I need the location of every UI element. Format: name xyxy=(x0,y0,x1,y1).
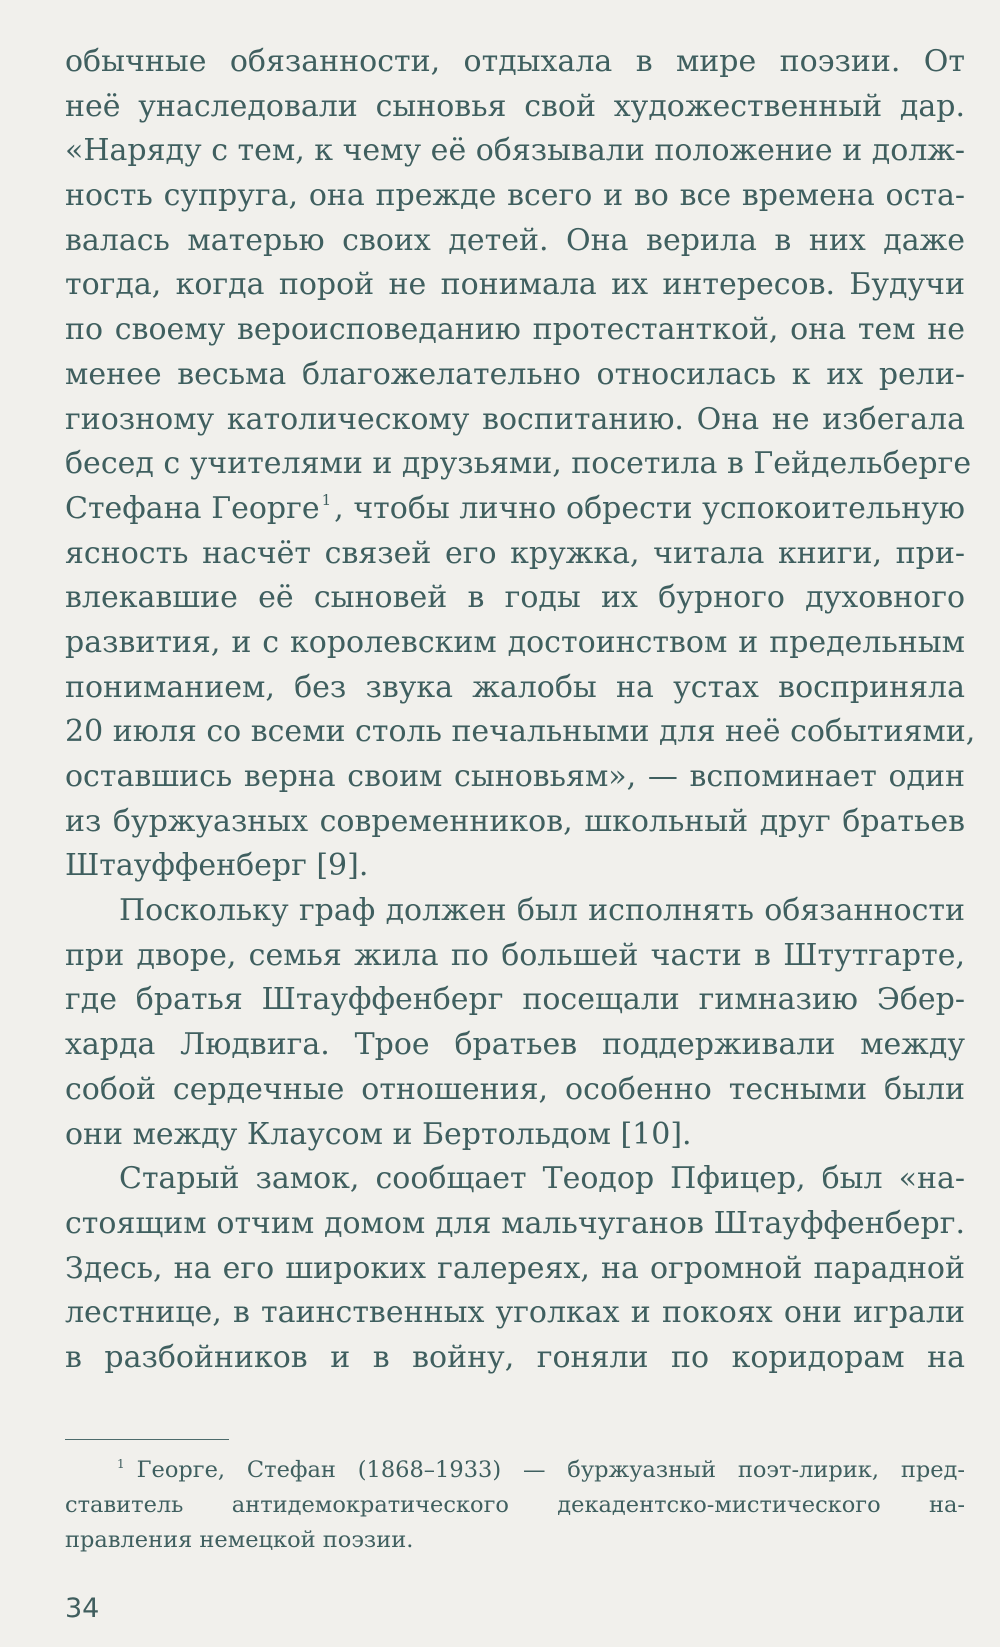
text-line: тогда, когда порой не понимала их интересов. Будучи xyxy=(65,267,965,303)
text-line: харда Людвига. Трое братьев поддерживали между xyxy=(65,1027,965,1063)
main-text xyxy=(65,40,976,1381)
text-line: «Наряду с тем, к чему её обязывали положение и долж- xyxy=(65,133,966,169)
text-line: при дворе, семья жила по большей части в Штутгарте, xyxy=(65,937,965,973)
footnote-reference[interactable]: 1 xyxy=(321,490,332,509)
text-line: ясность насчёт связей его кружка, читала книги, при- xyxy=(65,535,965,571)
text-line: из буржуазных современников, школьный друг братьев xyxy=(65,803,965,839)
text-line: Штауффенберг [9]. xyxy=(65,848,369,884)
text-line: где братья Штауффенберг посещали гимназию Эбер- xyxy=(65,982,965,1018)
page-number: 34 xyxy=(65,1593,100,1624)
text-line: бесед с учителями и друзьями, посетила в Гейдельберге xyxy=(65,446,972,482)
footnote xyxy=(65,1453,965,1558)
footnote-line: ставитель антидемократического декадентско-мистического на- xyxy=(65,1492,965,1518)
text-line: лестнице, в таинственных уголках и покоях они играли xyxy=(65,1295,965,1331)
text-line: менее весьма благожелательно относилась к их рели- xyxy=(65,356,965,392)
text-line: неё унаследовали сыновья свой художественный дар. xyxy=(65,88,965,124)
text-line: оставшись верна своим сыновьям», — вспоминает один xyxy=(65,759,965,794)
text-fragment: Стефана Георге xyxy=(65,490,320,526)
text-line: развития, и с королевским достоинством и предельным xyxy=(65,624,965,660)
paragraph-start-line: Поскольку граф должен был исполнять обязанности xyxy=(119,893,965,929)
text-line: влекавшие её сыновей в годы их бурного духовного xyxy=(65,580,965,616)
text-line: валась матерью своих детей. Она верила в них даже xyxy=(65,222,965,258)
footnote-divider xyxy=(65,1439,229,1440)
text-line: обычные обязанности, отдыхала в мире поэзии. От xyxy=(65,44,965,79)
text-line: пониманием, без звука жалобы на устах восприняла xyxy=(65,669,965,705)
footnote-mark: 1 xyxy=(117,1457,125,1471)
footnote-text: Георге, Стефан (1868–1933) — буржуазный поэт-лирик, пред- xyxy=(136,1457,965,1483)
text-line: по своему вероисповеданию протестанткой, она тем не xyxy=(65,312,965,348)
text-line: 20 июля со всеми столь печальными для неё событиями, xyxy=(65,714,976,750)
footnote-line xyxy=(65,1453,965,1488)
text-line: гиозному католическому воспитанию. Она не избегала xyxy=(65,401,965,437)
text-line: стоящим отчим домом для мальчуганов Штауффенберг. xyxy=(65,1205,965,1241)
text-line: Здесь, на его широких галереях, на огромной парадной xyxy=(65,1250,965,1286)
text-line: собой сердечные отношения, особенно тесными были xyxy=(65,1071,965,1107)
text-fragment: , чтобы лично обрести успокоительную xyxy=(334,490,965,526)
paragraph-start-line: Старый замок, сообщает Теодор Пфицер, был «на- xyxy=(119,1161,965,1197)
footnote-line: правления немецкой поэзии. xyxy=(65,1527,414,1553)
text-line: ность супруга, она прежде всего и во все времена оста- xyxy=(65,178,965,214)
text-line: в разбойников и в войну, гоняли по коридорам на xyxy=(65,1339,965,1375)
text-line-with-footnote-ref xyxy=(65,487,965,532)
text-line: они между Клаусом и Бертольдом [10]. xyxy=(65,1116,692,1152)
